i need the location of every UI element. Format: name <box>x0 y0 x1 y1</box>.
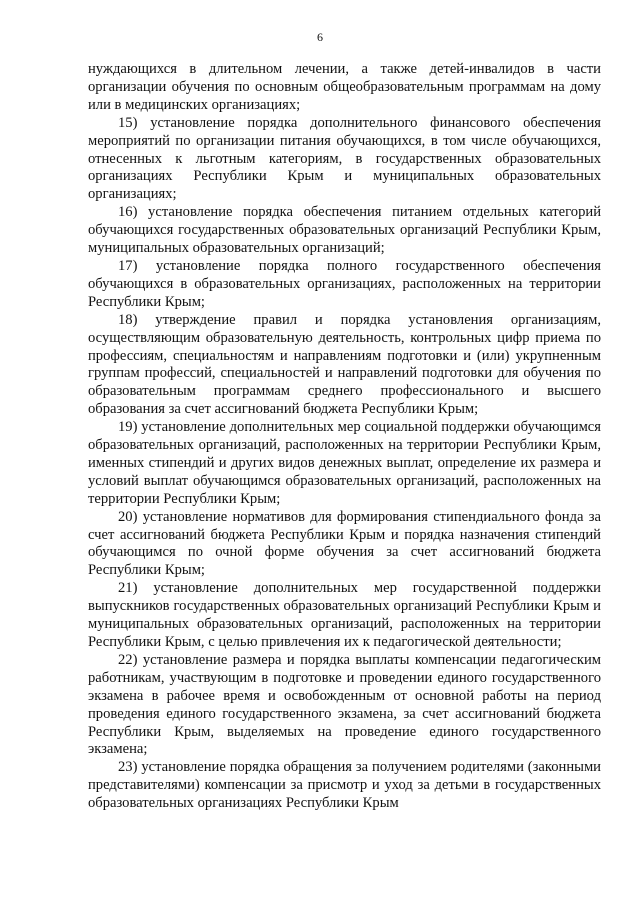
paragraph-item-16: 16) установление порядка обеспечения питанием отдельных категорий обучающихся государственных образовательных организаций Республики Крым, муниципальных образовательных организаций; <box>88 204 601 257</box>
paragraph-item-17: 17) установление порядка полного государственного обеспечения обучающихся в образовательных организациях, расположенных на территории Республики Крым; <box>88 257 601 310</box>
paragraph-item-21: 21) установление дополнительных мер государственной поддержки выпускников государственных образовательных организаций Республики Крым и муниципальных образовательных организаций, расположенных на территории Республики Крым, с целью привлечения их к педагогической деятельности; <box>88 580 601 650</box>
paragraph-item-15: 15) установление порядка дополнительного финансового обеспечения мероприятий по организации питания обучающихся, в том числе обучающихся, отнесенных к льготным категориям, в государственных образовательных организациях Республики Крым и муниципальных образовательных организациях; <box>88 114 601 203</box>
paragraph-item-20: 20) установление нормативов для формирования стипендиального фонда за счет ассигнований бюджета Республики Крым и порядка назначения стипендий обучающимся по очной форме обучения за счет ассигнований бюджета Республики Крым; <box>88 508 601 579</box>
paragraph-continuation: нуждающихся в длительном лечении, а также детей-инвалидов в части организации обучения по основным общеобразовательным программам на дому или в медицинских организациях; <box>88 61 601 113</box>
paragraph-item-18: 18) утверждение правил и порядка установления организациям, осуществляющим образовательную деятельность, контрольных цифр приема по профессиям, специальностям и направлениям подготовки и (или) укрупненным группам профессий, специальностей и направлений подготовки для обучения по образовательным программам среднего профессионального и высшего образования за счет ассигнований бюджета Республики Крым; <box>88 311 601 418</box>
document-text <box>88 61 601 813</box>
paragraph-item-22: 22) установление размера и порядка выплаты компенсации педагогическим работникам, участвующим в подготовке и проведении единого государственного экзамена в рабочее время и освобожденным от основной работы на период проведения единого государственного экзамена, за счет ассигнований бюджета Республики Крым, выделяемых на проведение единого государственного экзамена; <box>88 651 601 758</box>
paragraph-item-23: 23) установление порядка обращения за получением родителями (законными представителями) компенсации за присмотр и уход за детьми в государственных образовательных организациях Республики Крым <box>88 759 601 812</box>
paragraph-item-19: 19) установление дополнительных мер социальной поддержки обучающимся образовательных организаций, расположенных на территории Республики Крым, именных стипендий и других видов денежных выплат, определение их размера и условий выплат обучающимся образовательных организаций, расположенных на территории Республики Крым; <box>88 419 601 507</box>
page-number: 6 <box>317 30 323 44</box>
